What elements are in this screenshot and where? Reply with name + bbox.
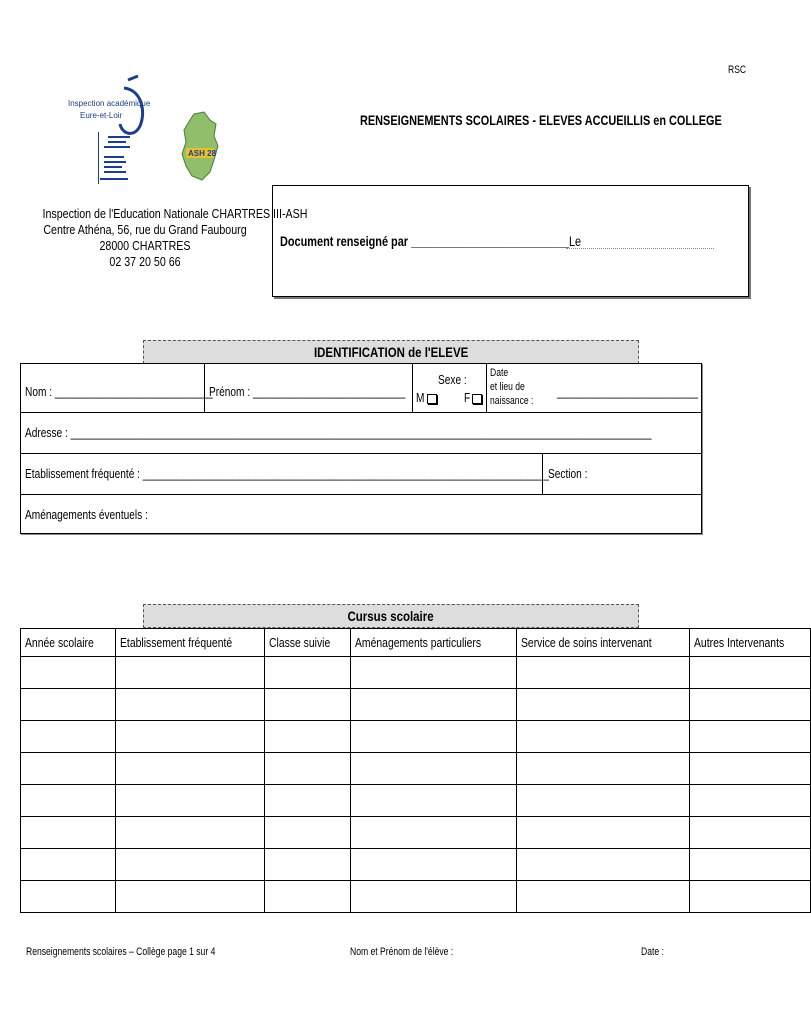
cursus-table [20,628,811,913]
cursus-cell[interactable] [265,881,351,913]
cursus-cell[interactable] [517,721,689,753]
cursus-cell[interactable] [517,849,689,881]
footer-student-name-label: Nom et Prénom de l'élève : [350,946,454,958]
cursus-cell[interactable] [350,689,517,721]
nom-field[interactable]: Nom : ____________________________ [25,384,213,399]
page-title: RENSEIGNEMENTS SCOLAIRES - ELEVES ACCUEILLIS en COLLEGE [360,112,722,128]
cursus-cell[interactable] [116,881,265,913]
column-header: Classe suivie [265,629,351,657]
cursus-cell[interactable] [689,785,811,817]
cursus-cell[interactable] [21,817,116,849]
cursus-cell[interactable] [350,657,517,689]
etablissement-row [21,454,701,495]
document-date-field[interactable] [566,248,714,249]
identification-section-title: IDENTIFICATION de l'ELEVE [143,340,639,364]
checkbox-icon [427,394,437,404]
cursus-cell[interactable] [517,657,689,689]
cursus-cell[interactable] [350,721,517,753]
column-header: Année scolaire [21,629,116,657]
logo-text-1: Inspection académique [68,99,151,108]
cursus-row [21,849,811,881]
cursus-row [21,881,811,913]
address-line-1: Inspection de l'Education Nationale CHARTRES III-ASH [42,206,308,221]
footer-page-label: Renseignements scolaires – Collège page 1 sur 4 [26,946,216,958]
cursus-header-row [21,629,811,657]
cursus-cell[interactable] [21,721,116,753]
cursus-cell[interactable] [689,721,811,753]
identification-table [20,363,702,534]
cursus-cell[interactable] [21,849,116,881]
cursus-cell[interactable] [265,721,351,753]
document-filled-by-field[interactable]: Document renseigné par __________________________Le [280,233,582,249]
cursus-cell[interactable] [265,849,351,881]
cursus-cell[interactable] [350,849,517,881]
cursus-row [21,721,811,753]
date-lieu-naissance-label: Date et lieu de naissance : [490,367,534,407]
inspection-academique-logo [64,74,152,186]
cursus-cell[interactable] [116,753,265,785]
prenom-field[interactable]: Prénom : ___________________________ [209,384,406,399]
cursus-cell[interactable] [21,689,116,721]
cursus-cell[interactable] [116,849,265,881]
cursus-cell[interactable] [350,785,517,817]
cursus-cell[interactable] [689,849,811,881]
cursus-row [21,785,811,817]
adresse-row [21,413,701,454]
cursus-cell[interactable] [517,817,689,849]
cursus-cell[interactable] [265,785,351,817]
document-code: RSC [728,64,747,76]
checkbox-icon [472,394,482,404]
cursus-cell[interactable] [116,657,265,689]
cursus-cell[interactable] [265,753,351,785]
date-lieu-naissance-field[interactable]: _________________________ [557,384,698,399]
address-block [20,206,308,270]
cursus-cell[interactable] [689,753,811,785]
date-label: Le [568,233,582,249]
section-field[interactable]: Section : [548,466,588,481]
cursus-cell[interactable] [265,657,351,689]
cursus-cell[interactable] [517,753,689,785]
ash28-map-logo [180,110,220,184]
column-header: Autres Intervenants [689,629,811,657]
cursus-cell[interactable] [350,753,517,785]
sexe-label: Sexe : [438,372,467,387]
cursus-cell[interactable] [21,785,116,817]
cursus-row [21,753,811,785]
cursus-cell[interactable] [116,785,265,817]
cursus-cell[interactable] [116,689,265,721]
identity-row [21,364,701,413]
cursus-cell[interactable] [21,753,116,785]
cursus-cell[interactable] [116,721,265,753]
amenagements-field[interactable]: Aménagements éventuels : [25,507,148,522]
cursus-cell[interactable] [21,881,116,913]
address-line-2: Centre Athéna, 56, rue du Grand Faubourg [43,222,247,237]
sexe-m-checkbox[interactable]: M [416,390,437,405]
cursus-cell[interactable] [517,785,689,817]
cursus-section-title: Cursus scolaire [143,604,639,628]
cursus-row [21,689,811,721]
cursus-cell[interactable] [265,817,351,849]
footer-date-label: Date : [641,946,664,958]
cursus-row [21,657,811,689]
amenagements-row [21,495,701,533]
cursus-cell[interactable] [689,817,811,849]
cursus-cell[interactable] [689,689,811,721]
adresse-field[interactable]: Adresse : _______________________________________________________________________________________________________ [25,425,652,440]
cursus-row [21,817,811,849]
cursus-cell[interactable] [350,817,517,849]
logo-badge: ASH 28 [188,149,217,158]
address-line-3: 28000 CHARTRES [99,238,191,253]
cursus-cell[interactable] [350,881,517,913]
logo-text-2: Eure-et-Loir [80,111,123,120]
cursus-cell[interactable] [689,657,811,689]
column-header: Aménagements particuliers [350,629,517,657]
cursus-cell[interactable] [517,881,689,913]
cursus-cell[interactable] [689,881,811,913]
address-line-4: 02 37 20 50 66 [109,254,181,269]
column-header: Service de soins intervenant [517,629,689,657]
cursus-cell[interactable] [265,689,351,721]
cursus-cell[interactable] [517,689,689,721]
cursus-cell[interactable] [21,657,116,689]
sexe-f-checkbox[interactable]: F [464,390,482,405]
cursus-cell[interactable] [116,817,265,849]
etablissement-field[interactable]: Etablissement fréquenté : ________________________________________________________________________ [25,466,549,481]
column-header: Etablissement fréquenté [116,629,265,657]
